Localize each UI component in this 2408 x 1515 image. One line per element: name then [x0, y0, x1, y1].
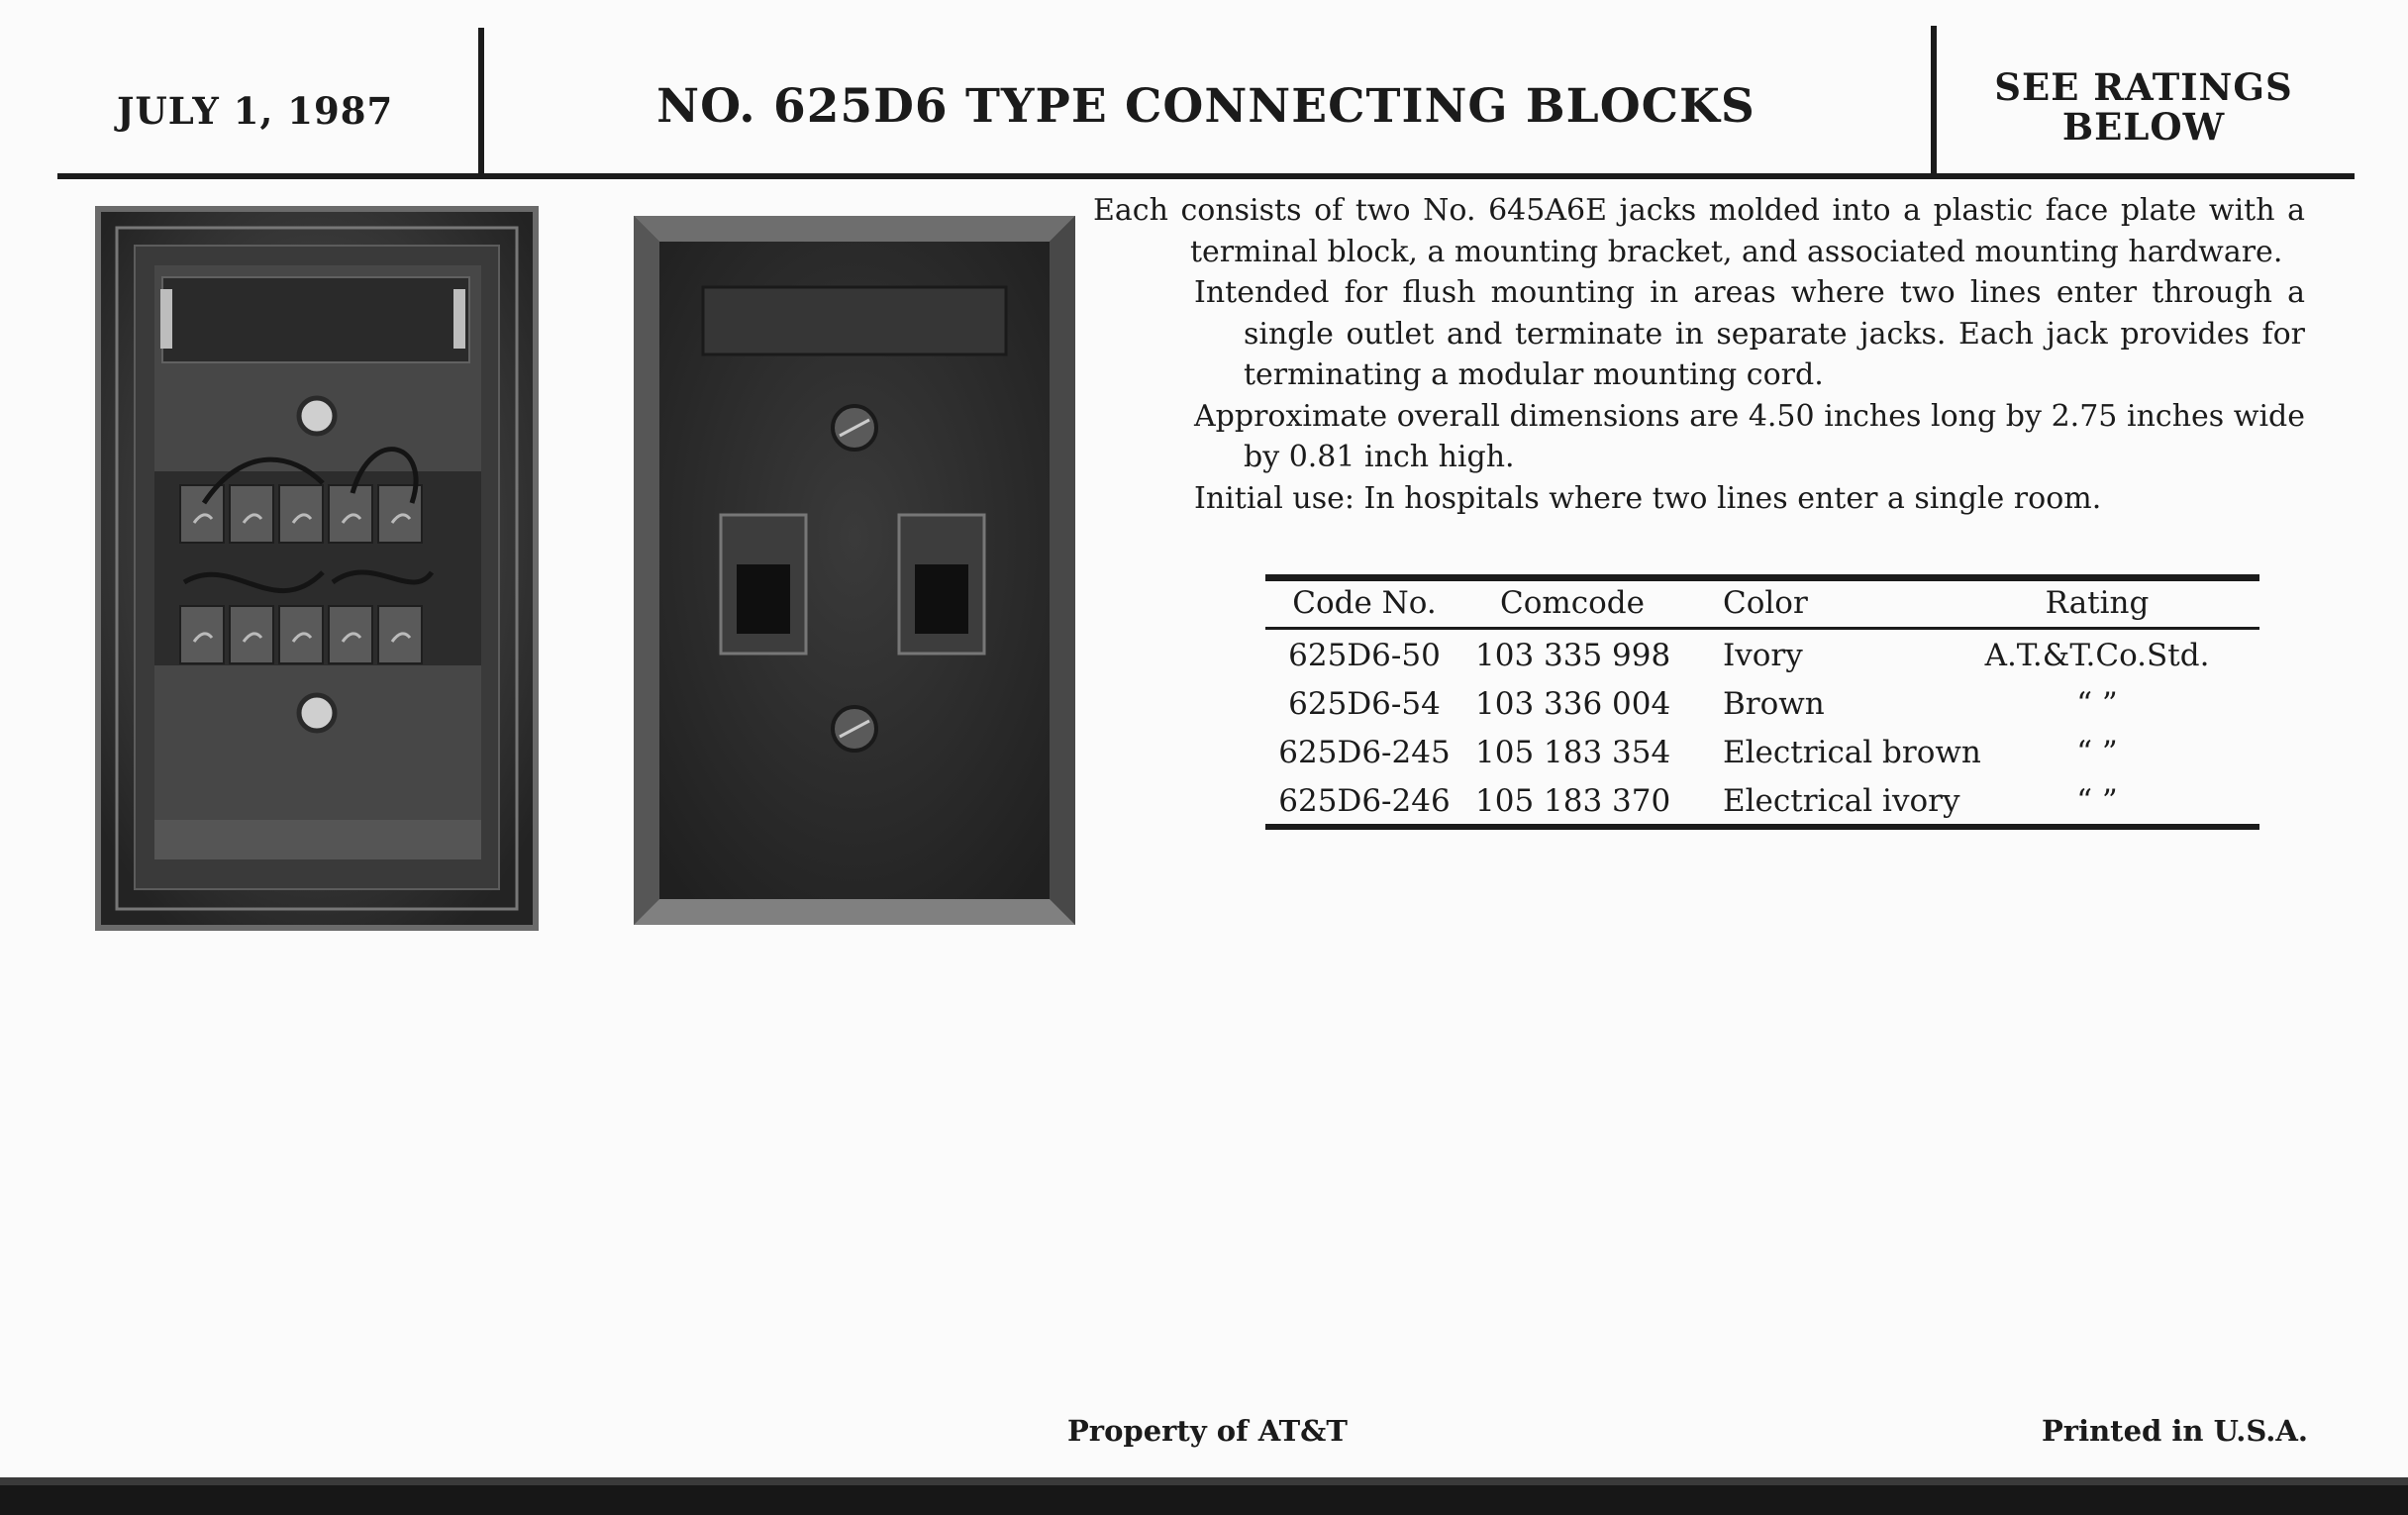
cell-comcode: 103 335 998: [1475, 638, 1671, 673]
table-bottom-rule: [1265, 824, 2259, 830]
cell-code: 625D6-54: [1288, 686, 1441, 722]
header-rating-line1: SEE RATINGS: [1994, 65, 2293, 109]
table-row: [1265, 775, 2259, 824]
column-header-color: Color: [1723, 585, 1808, 621]
ratings-table: [1265, 574, 2259, 830]
column-header-code: Code No.: [1292, 585, 1437, 621]
cell-rating: A.T.&T.Co.Std.: [1984, 638, 2210, 673]
front-view-photo: [634, 216, 1075, 925]
header-date: JULY 1, 1987: [117, 89, 394, 133]
description-paragraph: Intended for flush mounting in areas where two lines enter through a single outlet and terminate in separate jacks. Each jack provides for terminating a modular mounting cord.: [1194, 275, 2305, 392]
page-title: NO. 625D6 TYPE CONNECTING BLOCKS: [656, 79, 1756, 134]
cell-code: 625D6-50: [1288, 638, 1441, 673]
header-divider-right: [1931, 26, 1937, 173]
header-rule: [57, 173, 2355, 179]
table-row: [1265, 630, 2259, 678]
cell-color: Electrical brown: [1723, 735, 1981, 770]
table-top-rule: [1265, 574, 2259, 581]
table-row: [1265, 727, 2259, 775]
scan-edge: [0, 1477, 2408, 1515]
table-row: [1265, 678, 2259, 727]
column-header-comcode: Comcode: [1500, 585, 1645, 621]
cell-rating: “ ”: [2076, 735, 2118, 770]
header-rating-line2: BELOW: [2061, 105, 2226, 149]
cell-comcode: 105 183 354: [1475, 735, 1671, 770]
description-paragraph: Initial use: In hospitals where two lines enter a single room.: [1194, 480, 2102, 516]
footer-printed: Printed in U.S.A.: [2042, 1414, 2308, 1448]
cell-color: Electrical ivory: [1723, 783, 1960, 819]
cell-code: 625D6-246: [1278, 783, 1451, 819]
description-paragraph: Each consists of two No. 645A6E jacks molded into a plastic face plate with a terminal block, a mounting bracket, and associated mounting hardware.: [1093, 193, 2305, 269]
header-rating-note: [1941, 67, 2347, 147]
table-header-row: [1265, 581, 2259, 625]
cell-comcode: 105 183 370: [1475, 783, 1671, 819]
cell-code: 625D6-245: [1278, 735, 1451, 770]
column-header-rating: Rating: [2045, 585, 2150, 621]
cell-rating: “ ”: [2076, 686, 2118, 722]
description-text: [1093, 190, 2305, 519]
rear-view-photo: [95, 206, 539, 931]
cell-color: Brown: [1723, 686, 1825, 722]
cell-rating: “ ”: [2076, 783, 2118, 819]
description-paragraph: Approximate overall dimensions are 4.50 inches long by 2.75 inches wide by 0.81 inch high.: [1194, 398, 2305, 474]
cell-comcode: 103 336 004: [1475, 686, 1671, 722]
footer-property: Property of AT&T: [1067, 1414, 1348, 1448]
cell-color: Ivory: [1723, 638, 1803, 673]
